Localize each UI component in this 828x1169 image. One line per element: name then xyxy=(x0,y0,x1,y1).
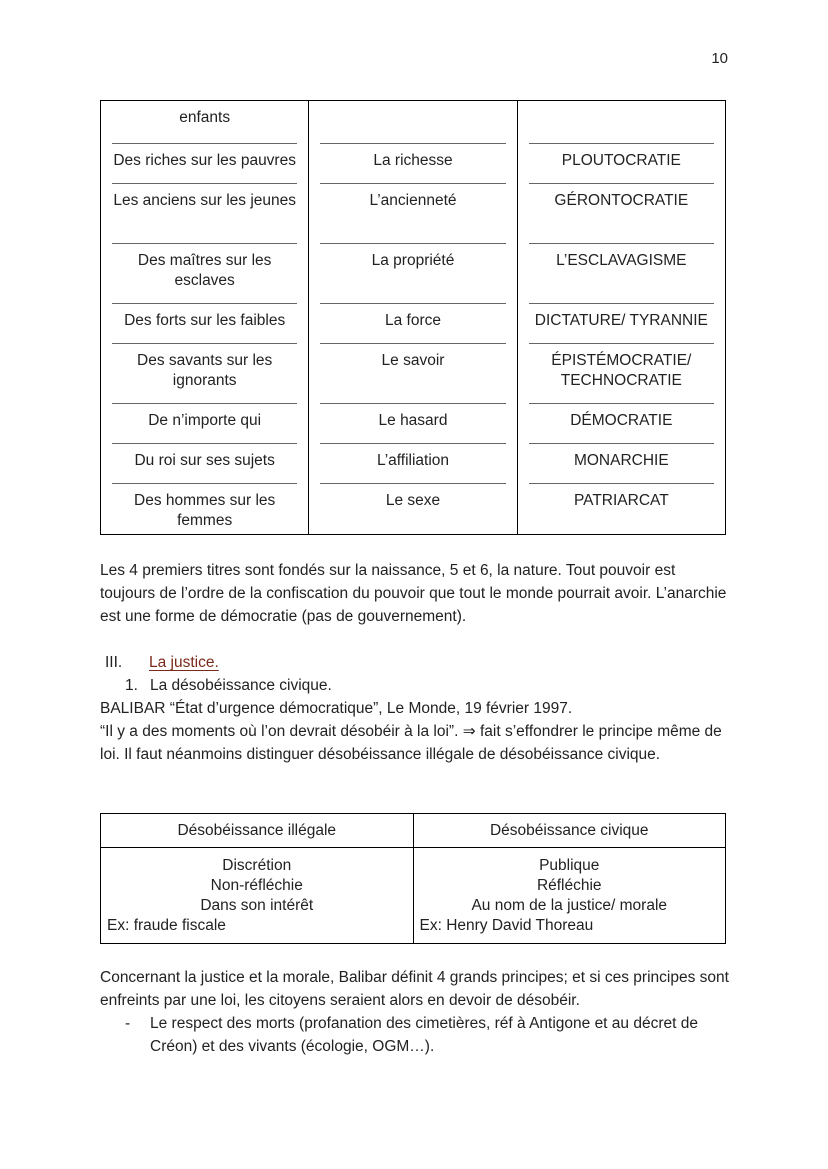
list-item: Réfléchie xyxy=(536,877,602,894)
regimes-column-who xyxy=(101,101,308,534)
list-item: Publique xyxy=(539,857,600,874)
paragraph: Les 4 premiers titres sont fondés sur la naissance, 5 et 6, la nature. Tout pouvoir est toujours de l’ordre de la confiscation du pouvoir que tout le monde pourrait avoir. L’anarchie est une forme de démocratie (pas de gouvernement). xyxy=(100,562,727,625)
table-cell: La richesse xyxy=(320,143,505,183)
table-cell: Des forts sur les faibles xyxy=(112,303,297,343)
list-item: Discrétion xyxy=(222,857,292,874)
list-item: Non-réfléchie xyxy=(210,877,303,894)
table-cell xyxy=(320,101,505,143)
regimes-column-regime xyxy=(517,101,725,534)
bullet-marker: - xyxy=(125,1015,131,1032)
table-header: Désobéissance illégale xyxy=(101,814,414,848)
list-item: Ex: fraude fiscale xyxy=(107,917,226,934)
table-cell: Le savoir xyxy=(320,343,505,403)
table-cell: MONARCHIE xyxy=(529,443,714,483)
regimes-table xyxy=(100,100,726,535)
table-cell: Le sexe xyxy=(320,483,505,536)
table-cell: Du roi sur ses sujets xyxy=(112,443,297,483)
table-cell: DICTATURE/ TYRANNIE xyxy=(529,303,714,343)
list-item: Ex: Henry David Thoreau xyxy=(419,917,594,934)
reference-block xyxy=(100,697,730,766)
table-cell: ÉPISTÉMOCRATIE/ TECHNOCRATIE xyxy=(529,343,714,403)
reference-line: BALIBAR “État d’urgence démocratique”, Le Monde, 19 février 1997. xyxy=(100,700,573,717)
table-cell: Des maîtres sur les esclaves xyxy=(112,243,297,303)
subsection-heading xyxy=(125,674,332,697)
table-cell: De n’importe qui xyxy=(112,403,297,443)
table-cell: PLOUTOCRATIE xyxy=(529,143,714,183)
section-heading xyxy=(105,651,219,674)
section-title[interactable]: La justice. xyxy=(149,654,219,671)
bullet-item xyxy=(125,1012,730,1058)
table-cell xyxy=(101,848,414,944)
page-number: 10 xyxy=(711,50,728,67)
table-header: Désobéissance civique xyxy=(413,814,726,848)
table-cell: DÉMOCRATIE xyxy=(529,403,714,443)
table-cell xyxy=(529,101,714,143)
disobedience-table xyxy=(100,813,726,944)
table-cell: GÉRONTOCRATIE xyxy=(529,183,714,243)
quote-paragraph: “Il y a des moments où l’on devrait désobéir à la loi”. ⇒ fait s’effondrer le principe même de loi. Il faut néanmoins distinguer désobéissance illégale de désobéissance civique. xyxy=(100,723,722,763)
table-cell: enfants xyxy=(179,109,231,126)
section-number: III. xyxy=(105,654,123,671)
subsection-number: 1. xyxy=(125,677,138,694)
list-item: Au nom de la justice/ morale xyxy=(471,897,668,914)
paragraph: Concernant la justice et la morale, Balibar définit 4 grands principes; et si ces principes sont enfreints par une loi, les citoyens seraient alors en devoir de désobéir. xyxy=(100,969,729,1009)
table-cell: Des riches sur les pauvres xyxy=(112,143,297,183)
list-item: Dans son intérêt xyxy=(200,897,314,914)
table-cell: Des savants sur les ignorants xyxy=(112,343,297,403)
table-cell: La force xyxy=(320,303,505,343)
table-cell: PATRIARCAT xyxy=(529,483,714,536)
table-cell: L’ancienneté xyxy=(320,183,505,243)
subsection-title: La désobéissance civique. xyxy=(150,677,332,694)
bullet-text: Le respect des morts (profanation des cimetières, réf à Antigone et au décret de Créon) et des vivants (écologie, OGM…). xyxy=(150,1015,698,1055)
table-cell: Des hommes sur les femmes xyxy=(112,483,297,536)
table-cell: L’ESCLAVAGISME xyxy=(529,243,714,303)
regimes-column-basis xyxy=(308,101,516,534)
table-cell: L’affiliation xyxy=(320,443,505,483)
table-cell: La propriété xyxy=(320,243,505,303)
table-cell: Le hasard xyxy=(320,403,505,443)
table-cell xyxy=(413,848,726,944)
table-cell: Les anciens sur les jeunes xyxy=(112,183,297,243)
